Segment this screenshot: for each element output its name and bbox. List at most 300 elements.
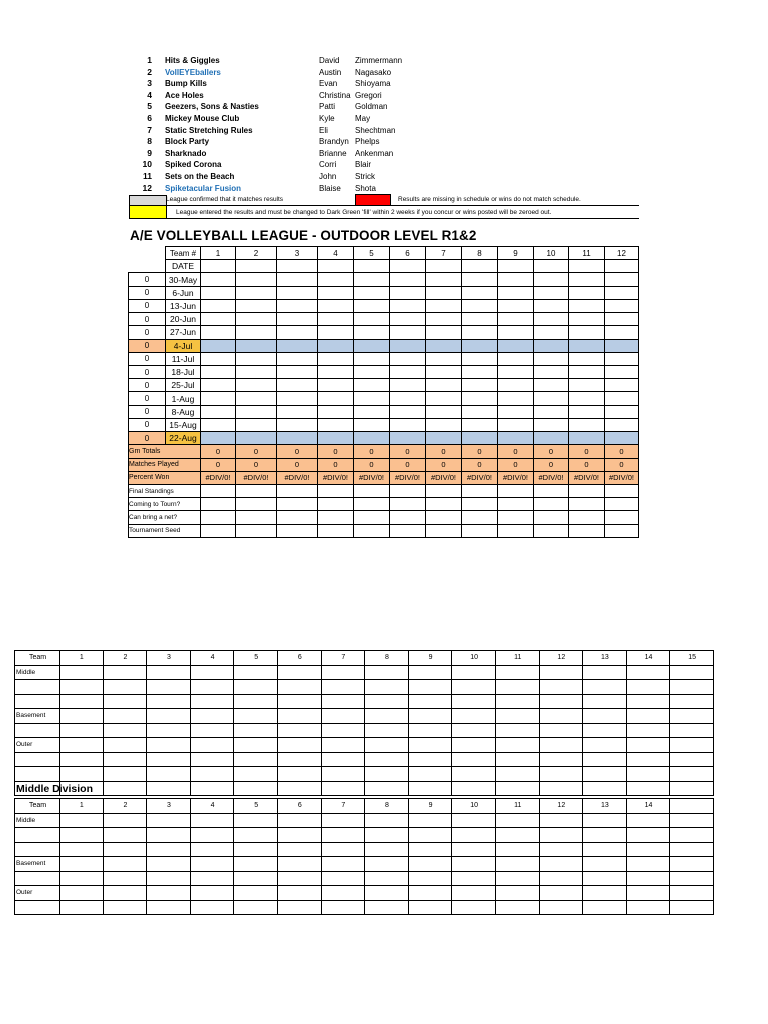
score-cell[interactable] [498,339,534,352]
grid-cell[interactable] [670,828,714,843]
score-cell[interactable] [277,299,318,312]
summary-cell[interactable] [318,484,354,497]
score-cell[interactable] [236,299,277,312]
grid-cell[interactable] [365,842,409,857]
score-cell[interactable] [318,260,354,273]
grid-cell[interactable] [147,886,191,901]
grid-cell[interactable] [495,767,539,782]
grid-cell[interactable] [234,781,278,796]
grid-cell[interactable] [103,709,147,724]
summary-cell[interactable] [462,484,498,497]
grid-cell[interactable] [321,900,365,915]
grid-cell[interactable] [365,694,409,709]
score-cell[interactable] [236,392,277,405]
grid-cell[interactable] [277,723,321,738]
grid-cell[interactable] [277,857,321,872]
score-cell[interactable] [390,313,426,326]
score-cell[interactable] [569,326,605,339]
score-cell[interactable] [426,392,462,405]
grid-cell[interactable] [452,813,496,828]
grid-cell[interactable] [452,665,496,680]
score-cell[interactable] [426,339,462,352]
grid-cell[interactable] [626,694,670,709]
score-cell[interactable] [390,352,426,365]
summary-cell[interactable] [390,498,426,511]
score-cell[interactable] [569,392,605,405]
score-cell[interactable] [354,365,390,378]
grid-cell[interactable] [670,900,714,915]
grid-cell[interactable] [234,813,278,828]
score-cell[interactable] [569,418,605,431]
score-cell[interactable] [534,326,569,339]
grid-cell[interactable] [583,767,627,782]
score-cell[interactable] [354,339,390,352]
score-cell[interactable] [277,273,318,286]
score-cell[interactable] [201,313,236,326]
grid-cell[interactable] [408,694,452,709]
grid-cell[interactable] [147,694,191,709]
grid-cell[interactable] [452,900,496,915]
summary-cell[interactable] [318,511,354,524]
grid-cell[interactable] [234,871,278,886]
summary-cell[interactable] [426,484,462,497]
grid-cell[interactable] [626,886,670,901]
grid-cell[interactable] [670,752,714,767]
score-cell[interactable] [605,339,639,352]
score-cell[interactable] [534,299,569,312]
score-cell[interactable] [605,365,639,378]
grid-cell[interactable] [277,767,321,782]
grid-cell[interactable] [583,680,627,695]
grid-cell[interactable] [60,665,104,680]
grid-cell[interactable] [452,886,496,901]
grid-cell[interactable] [277,665,321,680]
score-cell[interactable] [277,339,318,352]
score-cell[interactable] [318,339,354,352]
grid-cell[interactable] [60,813,104,828]
score-cell[interactable] [605,286,639,299]
score-cell[interactable] [277,313,318,326]
grid-cell[interactable] [365,828,409,843]
grid-cell[interactable] [626,723,670,738]
grid-cell[interactable] [60,738,104,753]
score-cell[interactable] [354,352,390,365]
grid-cell[interactable] [626,752,670,767]
grid-cell[interactable] [583,752,627,767]
score-cell[interactable] [236,313,277,326]
score-cell[interactable] [569,365,605,378]
score-cell[interactable] [534,405,569,418]
summary-cell[interactable] [462,524,498,537]
summary-cell[interactable] [498,524,534,537]
grid-cell[interactable] [234,680,278,695]
summary-cell[interactable] [354,524,390,537]
score-cell[interactable] [534,418,569,431]
score-cell[interactable] [236,418,277,431]
score-cell[interactable] [201,432,236,445]
score-cell[interactable] [236,405,277,418]
score-cell[interactable] [498,286,534,299]
grid-cell[interactable] [277,752,321,767]
grid-cell[interactable] [452,752,496,767]
grid-cell[interactable] [539,738,583,753]
grid-cell[interactable] [495,680,539,695]
grid-cell[interactable] [365,752,409,767]
score-cell[interactable] [354,260,390,273]
score-cell[interactable] [390,273,426,286]
score-cell[interactable] [462,286,498,299]
summary-cell[interactable] [534,498,569,511]
grid-cell[interactable] [60,871,104,886]
grid-cell[interactable] [60,680,104,695]
grid-cell[interactable] [670,738,714,753]
grid-cell[interactable] [495,723,539,738]
grid-cell[interactable] [103,723,147,738]
grid-cell[interactable] [365,857,409,872]
summary-cell[interactable] [534,524,569,537]
grid-cell[interactable] [103,738,147,753]
score-cell[interactable] [318,352,354,365]
grid-cell[interactable] [103,781,147,796]
grid-cell[interactable] [147,828,191,843]
summary-cell[interactable] [569,511,605,524]
score-cell[interactable] [462,405,498,418]
summary-cell[interactable] [318,524,354,537]
score-cell[interactable] [462,326,498,339]
score-cell[interactable] [569,260,605,273]
grid-cell[interactable] [277,886,321,901]
score-cell[interactable] [236,273,277,286]
score-cell[interactable] [201,379,236,392]
score-cell[interactable] [318,418,354,431]
score-cell[interactable] [236,432,277,445]
score-cell[interactable] [605,326,639,339]
grid-cell[interactable] [60,842,104,857]
score-cell[interactable] [426,365,462,378]
score-cell[interactable] [569,379,605,392]
grid-cell[interactable] [495,694,539,709]
grid-cell[interactable] [583,886,627,901]
grid-cell[interactable] [147,813,191,828]
grid-cell[interactable] [103,828,147,843]
score-cell[interactable] [498,405,534,418]
grid-cell[interactable] [103,767,147,782]
summary-cell[interactable] [390,484,426,497]
grid-cell[interactable] [147,781,191,796]
grid-cell[interactable] [234,857,278,872]
summary-cell[interactable] [277,498,318,511]
grid-cell[interactable] [103,886,147,901]
score-cell[interactable] [201,405,236,418]
grid-cell[interactable] [495,871,539,886]
score-cell[interactable] [390,405,426,418]
grid-cell[interactable] [539,857,583,872]
grid-cell[interactable] [452,709,496,724]
summary-cell[interactable] [390,524,426,537]
grid-cell[interactable] [452,871,496,886]
grid-cell[interactable] [495,886,539,901]
grid-cell[interactable] [452,767,496,782]
grid-cell[interactable] [321,752,365,767]
score-cell[interactable] [390,299,426,312]
summary-cell[interactable] [534,511,569,524]
grid-cell[interactable] [670,842,714,857]
score-cell[interactable] [236,379,277,392]
score-cell[interactable] [426,352,462,365]
grid-cell[interactable] [147,767,191,782]
grid-cell[interactable] [190,842,234,857]
grid-cell[interactable] [365,738,409,753]
grid-cell[interactable] [234,694,278,709]
summary-cell[interactable] [318,498,354,511]
score-cell[interactable] [498,432,534,445]
grid-cell[interactable] [539,828,583,843]
score-cell[interactable] [462,432,498,445]
grid-cell[interactable] [670,680,714,695]
summary-cell[interactable] [462,511,498,524]
grid-cell[interactable] [365,871,409,886]
grid-cell[interactable] [277,828,321,843]
score-cell[interactable] [605,273,639,286]
score-cell[interactable] [426,299,462,312]
summary-cell[interactable] [236,498,277,511]
grid-cell[interactable] [626,828,670,843]
grid-cell[interactable] [234,828,278,843]
grid-cell[interactable] [539,709,583,724]
grid-cell[interactable] [539,871,583,886]
grid-cell[interactable] [539,694,583,709]
score-cell[interactable] [498,352,534,365]
summary-cell[interactable] [277,484,318,497]
score-cell[interactable] [390,339,426,352]
grid-cell[interactable] [103,813,147,828]
summary-cell[interactable] [498,484,534,497]
score-cell[interactable] [462,313,498,326]
grid-cell[interactable] [103,665,147,680]
score-cell[interactable] [236,352,277,365]
grid-cell[interactable] [626,857,670,872]
summary-cell[interactable] [534,484,569,497]
score-cell[interactable] [605,352,639,365]
grid-cell[interactable] [60,857,104,872]
summary-cell[interactable] [426,524,462,537]
grid-cell[interactable] [408,828,452,843]
summary-cell[interactable] [201,484,236,497]
score-cell[interactable] [390,365,426,378]
grid-cell[interactable] [452,828,496,843]
score-cell[interactable] [569,339,605,352]
score-cell[interactable] [569,352,605,365]
score-cell[interactable] [354,405,390,418]
score-cell[interactable] [569,273,605,286]
score-cell[interactable] [426,379,462,392]
score-cell[interactable] [569,432,605,445]
grid-cell[interactable] [103,842,147,857]
score-cell[interactable] [426,286,462,299]
grid-cell[interactable] [190,752,234,767]
score-cell[interactable] [277,432,318,445]
score-cell[interactable] [390,432,426,445]
score-cell[interactable] [462,339,498,352]
grid-cell[interactable] [321,767,365,782]
grid-cell[interactable] [190,828,234,843]
score-cell[interactable] [569,299,605,312]
grid-cell[interactable] [452,680,496,695]
grid-cell[interactable] [147,709,191,724]
grid-cell[interactable] [452,781,496,796]
grid-cell[interactable] [408,842,452,857]
score-cell[interactable] [390,326,426,339]
grid-cell[interactable] [452,738,496,753]
score-cell[interactable] [390,379,426,392]
score-cell[interactable] [318,286,354,299]
score-cell[interactable] [426,260,462,273]
score-cell[interactable] [318,326,354,339]
score-cell[interactable] [201,260,236,273]
grid-cell[interactable] [190,857,234,872]
score-cell[interactable] [318,432,354,445]
summary-cell[interactable] [605,524,639,537]
grid-cell[interactable] [670,886,714,901]
grid-cell[interactable] [60,694,104,709]
grid-cell[interactable] [147,752,191,767]
score-cell[interactable] [390,260,426,273]
score-cell[interactable] [354,273,390,286]
summary-cell[interactable] [426,511,462,524]
score-cell[interactable] [605,432,639,445]
grid-cell[interactable] [408,813,452,828]
grid-cell[interactable] [495,752,539,767]
grid-cell[interactable] [277,900,321,915]
score-cell[interactable] [534,313,569,326]
grid-cell[interactable] [452,723,496,738]
summary-cell[interactable] [236,524,277,537]
grid-cell[interactable] [408,752,452,767]
grid-cell[interactable] [234,752,278,767]
summary-cell[interactable] [462,498,498,511]
grid-cell[interactable] [626,871,670,886]
grid-cell[interactable] [495,828,539,843]
grid-cell[interactable] [539,781,583,796]
grid-cell[interactable] [60,723,104,738]
score-cell[interactable] [534,365,569,378]
grid-cell[interactable] [365,665,409,680]
summary-cell[interactable] [354,484,390,497]
score-cell[interactable] [498,418,534,431]
grid-cell[interactable] [626,781,670,796]
grid-cell[interactable] [103,871,147,886]
summary-cell[interactable] [277,524,318,537]
grid-cell[interactable] [190,665,234,680]
grid-cell[interactable] [190,723,234,738]
grid-cell[interactable] [190,871,234,886]
grid-cell[interactable] [277,842,321,857]
score-cell[interactable] [318,273,354,286]
score-cell[interactable] [498,273,534,286]
grid-cell[interactable] [670,857,714,872]
grid-cell[interactable] [103,694,147,709]
grid-cell[interactable] [408,665,452,680]
score-cell[interactable] [605,299,639,312]
summary-cell[interactable] [236,511,277,524]
score-cell[interactable] [277,260,318,273]
summary-cell[interactable] [236,484,277,497]
grid-cell[interactable] [539,723,583,738]
grid-cell[interactable] [626,665,670,680]
score-cell[interactable] [354,313,390,326]
grid-cell[interactable] [321,813,365,828]
grid-cell[interactable] [277,813,321,828]
score-cell[interactable] [277,365,318,378]
score-cell[interactable] [390,392,426,405]
grid-cell[interactable] [234,709,278,724]
grid-cell[interactable] [147,738,191,753]
score-cell[interactable] [236,260,277,273]
grid-cell[interactable] [190,709,234,724]
grid-cell[interactable] [495,900,539,915]
score-cell[interactable] [201,352,236,365]
grid-cell[interactable] [452,857,496,872]
score-cell[interactable] [236,339,277,352]
grid-cell[interactable] [321,842,365,857]
score-cell[interactable] [426,432,462,445]
summary-cell[interactable] [277,511,318,524]
score-cell[interactable] [462,392,498,405]
grid-cell[interactable] [626,813,670,828]
grid-cell[interactable] [583,813,627,828]
grid-cell[interactable] [190,767,234,782]
grid-cell[interactable] [103,900,147,915]
score-cell[interactable] [605,418,639,431]
grid-cell[interactable] [539,752,583,767]
score-cell[interactable] [354,418,390,431]
score-cell[interactable] [201,339,236,352]
grid-cell[interactable] [190,738,234,753]
grid-cell[interactable] [539,900,583,915]
grid-cell[interactable] [408,738,452,753]
grid-cell[interactable] [321,781,365,796]
grid-cell[interactable] [277,709,321,724]
grid-cell[interactable] [495,842,539,857]
grid-cell[interactable] [495,813,539,828]
score-cell[interactable] [426,418,462,431]
grid-cell[interactable] [60,900,104,915]
score-cell[interactable] [498,260,534,273]
grid-cell[interactable] [321,828,365,843]
grid-cell[interactable] [583,842,627,857]
grid-cell[interactable] [408,900,452,915]
score-cell[interactable] [498,365,534,378]
grid-cell[interactable] [234,900,278,915]
score-cell[interactable] [201,299,236,312]
grid-cell[interactable] [583,738,627,753]
grid-cell[interactable] [670,813,714,828]
grid-cell[interactable] [626,680,670,695]
grid-cell[interactable] [408,680,452,695]
summary-cell[interactable] [498,511,534,524]
score-cell[interactable] [605,260,639,273]
summary-cell[interactable] [426,498,462,511]
grid-cell[interactable] [234,738,278,753]
score-cell[interactable] [277,352,318,365]
grid-cell[interactable] [539,767,583,782]
grid-cell[interactable] [670,767,714,782]
score-cell[interactable] [498,379,534,392]
grid-cell[interactable] [583,723,627,738]
score-cell[interactable] [534,379,569,392]
grid-cell[interactable] [670,871,714,886]
score-cell[interactable] [354,326,390,339]
